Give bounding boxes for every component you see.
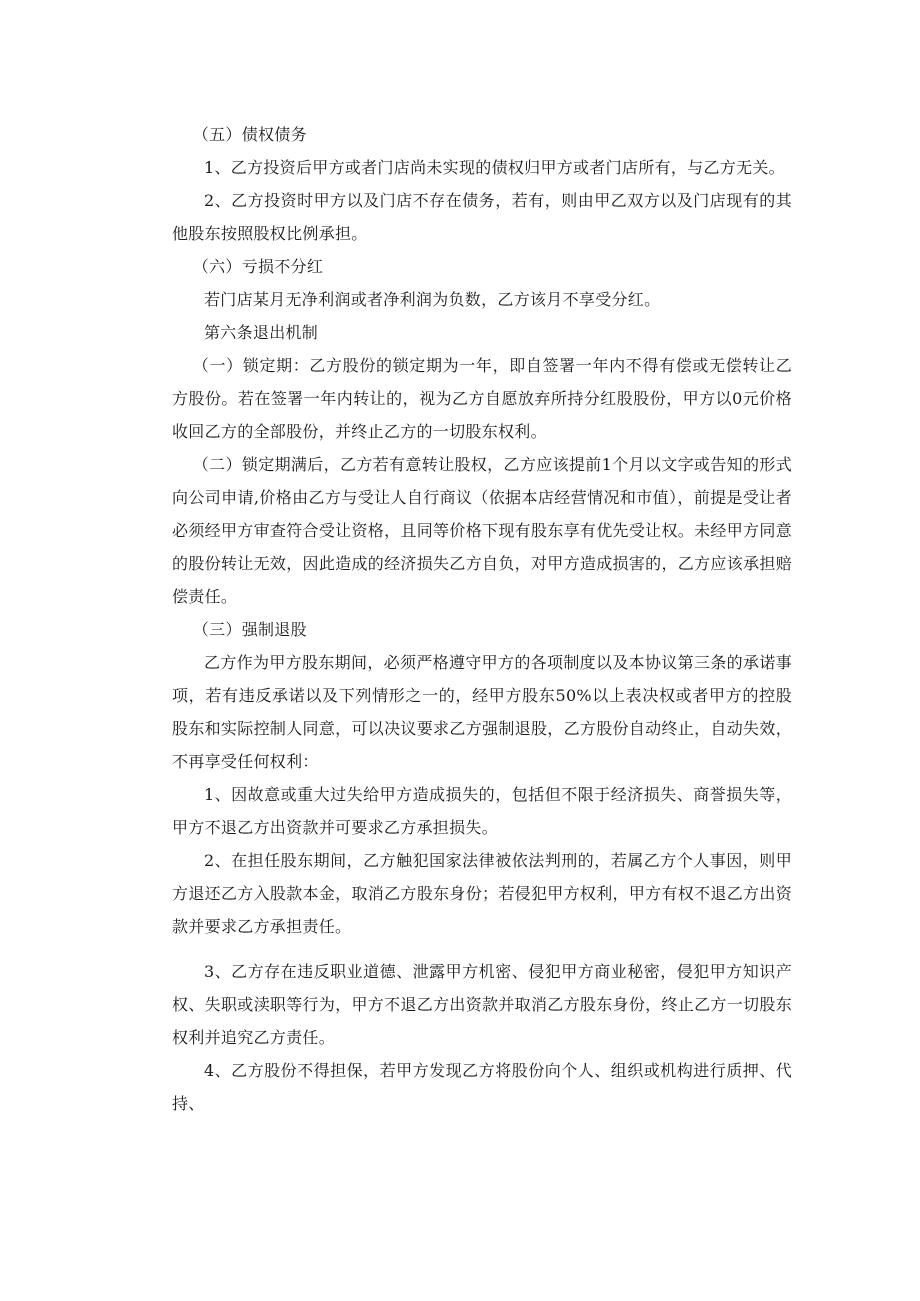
list-item-forced-exit-3: 3、乙方存在违反职业道德、泄露甲方机密、侵犯甲方商业秘密，侵犯甲方知识产权、失职或渎职等行为，甲方不退乙方出资款并取消乙方股东身份，终止乙方一切股东权利并追究乙方责任。	[172, 962, 792, 1047]
section-heading-loss: （六）亏损不分红	[192, 257, 324, 276]
list-item-forced-exit-1: 1、因故意或重大过失给甲方造成损失的，包括但不限于经济损失、商誉损失等，甲方不退乙方出资款并可要求乙方承担损失。	[172, 785, 792, 837]
list-item-forced-exit-4: 4、乙方股份不得担保，若甲方发现乙方将股份向个人、组织或机构进行质押、代持、	[172, 1061, 792, 1113]
document-body	[172, 118, 792, 1120]
list-item-forced-exit-2: 2、在担任股东期间，乙方触犯国家法律被依法判刑的，若属乙方个人事因，则甲方退还乙方入股款本金，取消乙方股东身份；若侵犯甲方权利，甲方有权不退乙方出资款并要求乙方承担责任。	[172, 851, 792, 936]
section-heading-debts: （五）债权债务	[192, 125, 307, 144]
paragraph-forced-exit-intro: 乙方作为甲方股东期间，必须严格遵守甲方的各项制度以及本协议第三条的承诺事项，若有违反承诺以及下列情形之一的，经甲方股东50%以上表决权或者甲方的控股股东和实际控制人同意，可以决议要求乙方强制退股，乙方股份自动终止，自动失效，不再享受任何权利：	[172, 653, 792, 771]
paragraph-transfer: （二）锁定期满后，乙方若有意转让股权，乙方应该提前1个月以文字或告知的形式向公司申请,价格由乙方与受让人自行商议（依据本店经营情况和市值），前提是受让者必须经甲方审查符合受让资格，且同等价格下现有股东享有优先受让权。未经甲方同意的股份转让无效，因此造成的经济损失乙方自负，对甲方造成损害的，乙方应该承担赔偿责任。	[172, 455, 792, 606]
article-heading-exit: 第六条退出机制	[204, 323, 319, 342]
section-heading-forced-exit: （三）强制退股	[192, 620, 307, 639]
paragraph-debts-2: 2、乙方投资时甲方以及门店不存在债务，若有，则由甲乙双方以及门店现有的其他股东按照股权比例承担。	[172, 191, 792, 243]
paragraph-lockup: （一）锁定期：乙方股份的锁定期为一年，即自签署一年内不得有偿或无偿转让乙方股份。若在签署一年内转让的，视为乙方自愿放弃所持分红股股份，甲方以0元价格收回乙方的全部股份，并终止乙方的一切股东权利。	[172, 356, 792, 441]
paragraph-debts-1: 1、乙方投资后甲方或者门店尚未实现的债权归甲方或者门店所有，与乙方无关。	[204, 158, 785, 177]
paragraph-loss: 若门店某月无净利润或者净利润为负数，乙方该月不享受分红。	[204, 290, 661, 309]
